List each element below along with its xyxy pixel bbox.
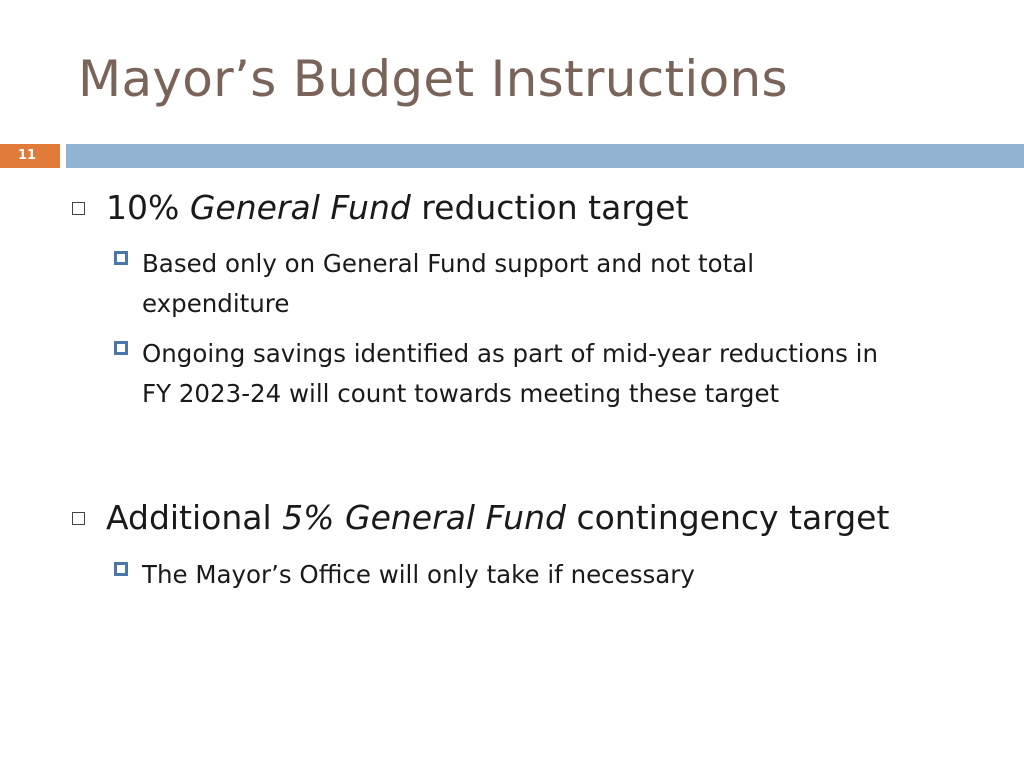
- hollow-square-bullet-icon: [72, 202, 85, 215]
- bullet-text: Additional 5% General Fund contingency target: [106, 498, 890, 537]
- filled-square-bullet-icon: [114, 562, 128, 576]
- hollow-square-bullet-icon: [72, 512, 85, 525]
- sub-bullet-general-fund-support: [114, 244, 754, 324]
- page-number-badge: 11: [0, 144, 60, 168]
- filled-square-bullet-icon: [114, 251, 128, 265]
- sub-bullet-mayors-office: [114, 555, 695, 595]
- bullet-contingency-target: [72, 498, 889, 538]
- bullet-general-fund-reduction: [72, 188, 689, 228]
- sub-bullet-text: Based only on General Fund support and not total expenditure: [142, 249, 755, 318]
- sub-bullet-ongoing-savings: [114, 334, 878, 414]
- sub-bullet-text: The Mayor’s Office will only take if necessary: [142, 560, 695, 589]
- slide-title: Mayor’s Budget Instructions: [78, 50, 788, 108]
- bullet-text: 10% General Fund reduction target: [106, 188, 689, 227]
- filled-square-bullet-icon: [114, 341, 128, 355]
- sub-bullet-text: Ongoing savings identified as part of mid-year reductions in FY 2023-24 will count towards meeting these target: [142, 339, 879, 408]
